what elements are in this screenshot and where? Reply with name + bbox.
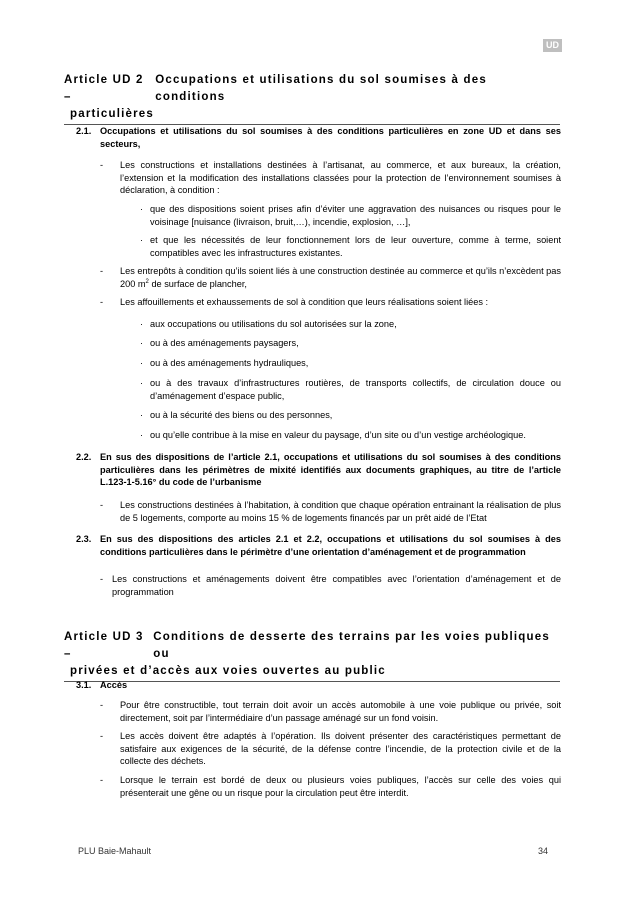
bullet-item xyxy=(140,429,561,442)
bullet-item xyxy=(140,234,561,259)
bullet-item xyxy=(140,318,561,331)
bullet-marker: · xyxy=(140,235,144,245)
list-item-text: Les constructions et installations destinées à l’artisanat, au commerce, et aux bureaux, la création, l’extension et la modification des installations classées pour la protection de l’environnement soumises à déclaration, à condition : xyxy=(120,160,561,195)
article-ud3-heading: Conditions de desserte des terrains par les voies publiques ou xyxy=(153,631,550,660)
list-item xyxy=(100,265,561,290)
dash-marker: - xyxy=(100,731,104,741)
list-item-text: Pour être constructible, tout terrain doit avoir un accès automobile à une voie publique ou privée, soit directement, soit par l’intermédiaire d’un passage aménagé sur un fond voisin. xyxy=(120,700,561,723)
bullet-item-text: ou qu’elle contribue à la mise en valeur du paysage, d’un site ou d’un vestige archéologique. xyxy=(150,430,526,440)
list-item xyxy=(100,159,561,197)
bullet-marker: · xyxy=(140,378,144,388)
article-ud2-number: Article UD 2 – xyxy=(64,74,144,103)
section-heading: En sus des dispositions des articles 2.1 et 2.2, occupations et utilisations du sol soumises à des conditions particulières dans le périmètre d’une orientation d’aménagement et de programmation xyxy=(100,534,561,557)
bullet-item-text: ou à la sécurité des biens ou des personnes, xyxy=(150,410,333,420)
section-heading: Accès xyxy=(100,680,128,690)
list-item-text: Les affouillements et exhaussements de sol à condition que leurs réalisations soient liées : xyxy=(120,297,489,307)
page-footer xyxy=(78,846,548,856)
bullet-item-text: ou à des travaux d’infrastructures routières, de transports collectifs, de circulation douce ou d’aménagement d’espace public, xyxy=(150,378,561,401)
list-item xyxy=(100,699,561,724)
list-item xyxy=(100,573,561,598)
bullet-item xyxy=(140,337,561,350)
section-2-1 xyxy=(76,125,561,150)
superscript: 2 xyxy=(145,278,149,285)
bullet-item xyxy=(140,203,561,228)
section-heading: En sus des dispositions de l’article 2.1, occupations et utilisations du sol soumises à des conditions particulières dans les périmètres de mixité identifiés aux documents graphiques, au titre de l’article L.123-1-5.16° du code de l’urbanisme xyxy=(100,452,561,487)
list-item xyxy=(100,774,561,799)
bullet-item-text: ou à des aménagements paysagers, xyxy=(150,338,299,348)
bullet-marker: · xyxy=(140,319,144,329)
bullet-item xyxy=(140,377,561,402)
article-ud2-title xyxy=(64,72,560,125)
bullet-item-text: aux occupations ou utilisations du sol autorisées sur la zone, xyxy=(150,319,397,329)
list-item-text: Lorsque le terrain est bordé de deux ou plusieurs voies publiques, l’accès sur celle des voies qui présenterait une gêne ou un risque pour la circulation peut être interdit. xyxy=(120,775,561,798)
bullet-item xyxy=(140,357,561,370)
section-number: 2.1. xyxy=(76,126,92,136)
dash-marker: - xyxy=(100,160,104,170)
dash-marker: - xyxy=(100,574,104,584)
bullet-marker: · xyxy=(140,204,144,214)
list-item-text: Les entrepôts à condition qu’ils soient liés à une construction destinée au commerce et qu’ils n’excèdent pas 200 $m^2$ de surface de plancher, xyxy=(120,266,561,289)
bullet-item xyxy=(140,409,561,422)
dash-marker: - xyxy=(100,775,104,785)
bullet-marker: · xyxy=(140,430,144,440)
bullet-marker: · xyxy=(140,338,144,348)
dash-marker: - xyxy=(100,500,104,510)
bullet-marker: · xyxy=(140,410,144,420)
section-2-3 xyxy=(76,533,561,558)
list-item-text: Les accès doivent être adaptés à l’opération. Ils doivent présenter des caractéristiques permettant de satisfaire aux exigences de la sécurité, de la défense contre l’incendie, de la protection civile et de la collecte des déchets. xyxy=(120,731,561,766)
section-heading: Occupations et utilisations du sol soumises à des conditions particulières en zone UD et dans ses secteurs, xyxy=(100,126,561,149)
list-item xyxy=(100,499,561,524)
footer-document-name: PLU Baie-Mahault xyxy=(78,846,152,856)
article-ud3-number: Article UD 3 – xyxy=(64,631,144,660)
section-number: 3.1. xyxy=(76,680,92,690)
bullet-item-text: que des dispositions soient prises afin d’éviter une aggravation des nuisances ou risques pour le voisinage [nuisance (livraison, bruit,…), incendie, explosion, …], xyxy=(150,204,561,227)
article-ud2-heading: Occupations et utilisations du sol soumises à des conditions xyxy=(155,74,487,103)
bullet-marker: · xyxy=(140,358,144,368)
list-item-text: Les constructions destinées à l’habitation, à condition que chaque opération entrainant la réalisation de plus de 5 logements, comporte au moins 15 % de logements financés par un prêt aidé de l’Etat xyxy=(120,500,561,523)
dash-marker: - xyxy=(100,266,104,276)
bullet-item-text: et que les nécessités de leur fonctionnement lors de leur ouverture, comme à terme, soient compatibles avec les infrastructures existantes. xyxy=(150,235,561,258)
section-3-1 xyxy=(76,679,561,692)
zone-badge: UD xyxy=(543,39,562,52)
article-ud3-title xyxy=(64,629,560,682)
page-number: 34 xyxy=(537,846,548,856)
section-number: 2.3. xyxy=(76,534,92,544)
article-ud3-heading-line2: privées et d’accès aux voies ouvertes au public xyxy=(70,665,386,677)
list-item xyxy=(100,730,561,768)
section-number: 2.2. xyxy=(76,452,92,462)
dash-marker: - xyxy=(100,700,104,710)
list-item xyxy=(100,296,561,309)
article-ud2-heading-line2: particulières xyxy=(70,108,154,120)
bullet-item-text: ou à des aménagements hydrauliques, xyxy=(150,358,309,368)
list-item-text: Les constructions et aménagements doivent être compatibles avec l’orientation d’aménagement et de programmation xyxy=(112,574,561,597)
section-2-2 xyxy=(76,451,561,489)
dash-marker: - xyxy=(100,297,104,307)
